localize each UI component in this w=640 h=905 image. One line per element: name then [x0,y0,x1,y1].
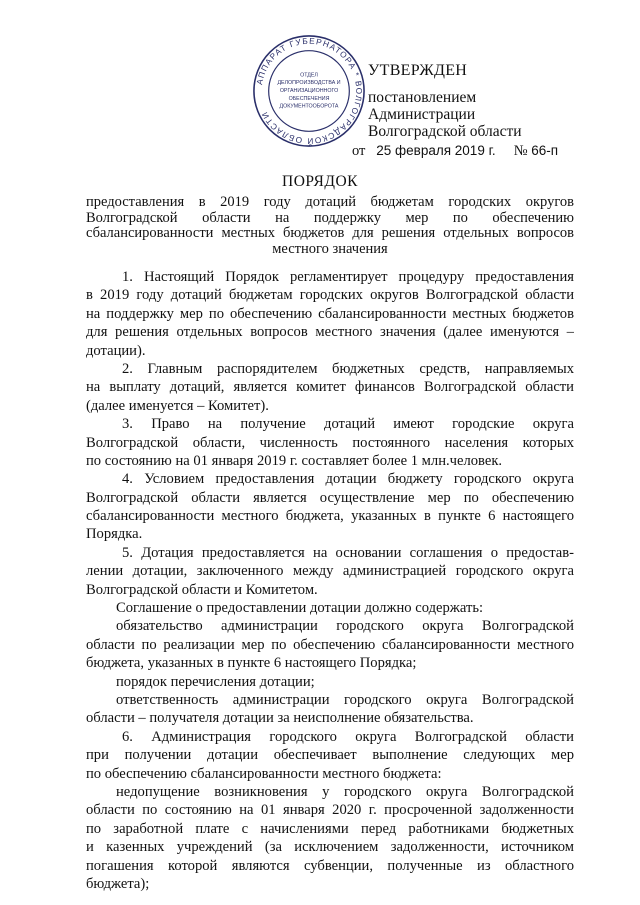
body-line: 1. Настоящий Порядок регламентирует процедуру предоставления [122,269,574,285]
document-subtitle [86,195,574,257]
subtitle-line: Волгоградской области на поддержку мер по обеспечению [86,210,574,226]
body-line: области – получателя дотации за неисполнение обязательства. [86,710,474,727]
body-line: по заработной плате с начислениями перед работниками бюджетных [86,820,574,837]
body-line: Волгоградской области и Комитетом. [86,581,318,598]
body-line: по состоянию на 01 января 2019 г. составляет более 1 млн.человек. [86,452,503,469]
body-line: дотации). [86,342,146,359]
body-line: в 2019 году дотаций бюджетам городских округов Волгоградской области [86,287,574,304]
svg-text:ОРГАНИЗАЦИОННОГО: ОРГАНИЗАЦИОННОГО [279,87,339,94]
body-line: на поддержку мер по обеспечению сбалансированности местных бюджетов [86,305,574,322]
approval-date: 25 февраля 2019 г. [376,143,496,158]
body-line: Порядка. [86,526,143,543]
svg-text:АППАРАТ ГУБЕРНАТОРА * ВОЛГОГРА: АППАРАТ ГУБЕРНАТОРА * ВОЛГОГРАДСКОЙ ОБЛАСТИ [255,36,364,146]
body-line: 2. Главным распорядителем бюджетных средств, направляемых [122,360,574,377]
approval-line: Администрации [368,106,476,123]
body-line: бюджета); [86,875,150,892]
subtitle-line: сбалансированности местных бюджетов для решения отдельных вопросов [86,226,574,241]
body-line: бюджета, указанных в пункте 6 настоящего Порядка; [86,655,417,672]
body-line: обязательство администрации городского округа Волгоградской [116,618,574,635]
body-line: 5. Дотация предоставляется на основании соглашения о предостав- [122,544,574,561]
approval-heading: УТВЕРЖДЕН [368,62,468,79]
body-line: для решения отдельных вопросов местного значения (далее именуются – [86,324,574,341]
approval-line: постановлением [368,89,477,106]
svg-text:ОБЕСПЕЧЕНИЯ: ОБЕСПЕЧЕНИЯ [288,95,330,102]
document-title: ПОРЯДОК [282,173,358,190]
body-line: области по реализации мер по обеспечению сбалансированности местного [86,636,574,653]
body-line: Волгоградской области является осуществление мер по обеспечению [86,489,574,506]
body-line: Волгоградской области, численность постоянного населения которых [86,434,574,451]
date-prefix: от [352,143,366,159]
svg-text:ДОКУМЕНТООБОРОТА: ДОКУМЕНТООБОРОТА [279,103,339,110]
body-line: порядок перечисления дотации; [116,673,315,690]
document-body [86,268,574,893]
body-line: Соглашение о предоставлении дотации должно содержать: [116,600,484,617]
body-line: и казенных учреждений (за исключением задолженности, источником [86,839,574,856]
body-line: на выплату дотаций, является комитет финансов Волгоградской области [86,379,574,396]
body-line: сбалансированности местного бюджета, указанных в пункте 6 настоящего [86,508,574,525]
approval-number: 66-п [531,143,559,158]
svg-text:ОТДЕЛ: ОТДЕЛ [300,72,318,79]
body-line: недопущение возникновения у городского округа Волгоградской [116,783,574,800]
official-seal [250,32,368,150]
subtitle-line: предоставления в 2019 году дотаций бюджетам городских округов [86,195,574,210]
body-line: по обеспечению сбалансированности местного бюджета: [86,765,442,782]
body-line: 6. Администрация городского округа Волгоградской области [122,728,574,745]
number-prefix: № [513,143,528,159]
body-line: 4. Условием предоставления дотации бюджету городского округа [122,471,574,488]
body-line: ответственность администрации городского округа Волгоградской [116,691,574,708]
body-line: области по состоянию на 01 января 2020 г. просроченной задолженности [86,802,574,819]
approval-line: Волгоградской области [368,123,522,140]
body-line: (далее именуется – Комитет). [86,397,269,414]
body-line: лении дотации, заключенного между администрацией городского округа [86,563,574,580]
subtitle-line: местного значения [272,240,388,257]
body-line: при получении дотации обеспечивает выполнение следующих мер [86,747,574,764]
svg-text:ДЕЛОПРОИЗВОДСТВА И: ДЕЛОПРОИЗВОДСТВА И [277,80,341,87]
body-line: погашения которой являются субвенции, полученные из областного [86,857,574,874]
body-line: 3. Право на получение дотаций имеют городские округа [122,416,574,433]
approval-date-line [352,143,558,160]
